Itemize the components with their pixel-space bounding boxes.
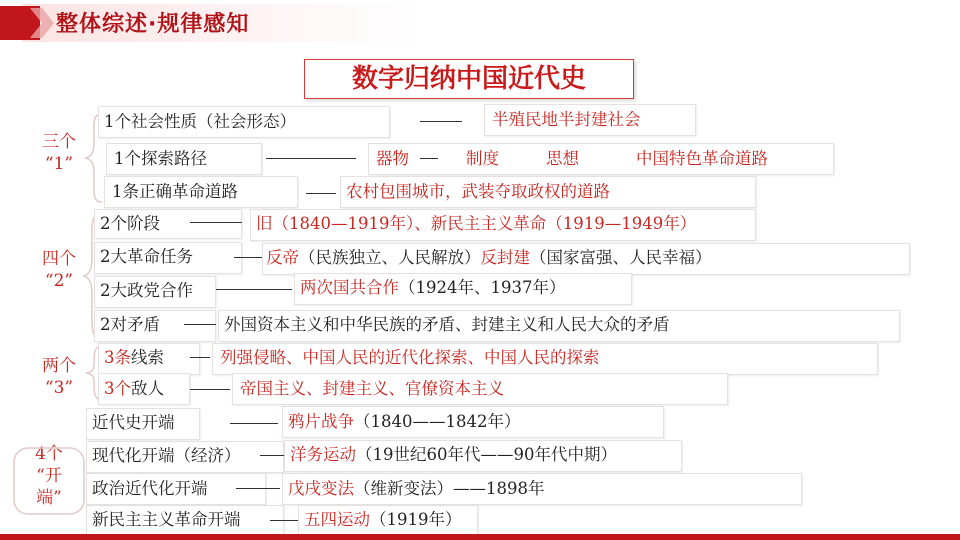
connector-line — [266, 158, 356, 159]
row-item: 3条线索 — [104, 348, 164, 367]
connector-line — [260, 455, 284, 456]
row-content: 五四运动（1919年） — [304, 510, 462, 529]
group-label-four-2: 四个 “2” — [42, 249, 76, 291]
row-content: 两次国共合作（1924年、1937年） — [300, 278, 566, 297]
row-content: 戊戌变法（维新变法）——1898年 — [288, 479, 545, 498]
chevron-right-icon — [28, 8, 58, 38]
row-content: 外国资本主义和中华民族的矛盾、封建主义和人民大众的矛盾 — [224, 315, 670, 334]
row-part: 制度 — [466, 149, 499, 168]
connector-line — [420, 158, 438, 159]
connector-line — [236, 488, 280, 489]
row-content: 反帝（民族独立、人民解放）反封建（国家富强、人民幸福） — [266, 248, 712, 267]
connector-line — [234, 257, 264, 258]
bottom-accent-bar — [0, 534, 960, 540]
connector-line — [270, 520, 298, 521]
connector-line — [190, 222, 242, 223]
connector-line — [190, 357, 210, 358]
row-content: 旧（1840—1919年）、新民主主义革命（1919—1949年） — [256, 214, 697, 233]
row-item: 1个社会性质（社会形态） — [104, 112, 296, 131]
row-item: 现代化开端（经济） — [92, 446, 241, 465]
row-item: 1条正确革命道路 — [112, 182, 238, 201]
row-item: 近代史开端 — [92, 413, 175, 432]
row-content: 农村包围城市，武装夺取政权的道路 — [346, 182, 610, 201]
row-item: 2大政党合作 — [100, 281, 193, 300]
row-content: 鸦片战争（1840——1842年） — [288, 412, 521, 431]
connector-line — [230, 423, 278, 424]
connector-line — [306, 193, 336, 194]
main-title: 数字归纳中国近代史 — [304, 59, 634, 99]
brace-group-4 — [12, 446, 86, 516]
row-content: 半殖民地半封建社会 — [492, 110, 641, 129]
group-label-two-3: 两个 “3” — [42, 356, 76, 398]
group-label-four-start: 4个 “开 端” — [35, 444, 63, 508]
row-item: 2大革命任务 — [100, 247, 193, 266]
row-item: 3个敌人 — [104, 379, 164, 398]
connector-line — [184, 324, 216, 325]
row-item: 2对矛盾 — [100, 315, 160, 334]
group-label-three-1: 三个 “1” — [42, 132, 76, 174]
connector-line — [420, 121, 462, 122]
page-title: 整体综述·规律感知 — [56, 12, 250, 37]
row-part: 思想 — [546, 149, 579, 168]
row-item: 政治近代化开端 — [92, 479, 208, 498]
row-content: 列强侵略、中国人民的近代化探索、中国人民的探索 — [220, 348, 600, 367]
row-content: 帝国主义、封建主义、官僚资本主义 — [240, 379, 504, 398]
row-item: 新民主主义革命开端 — [92, 510, 241, 529]
row-item: 2个阶段 — [100, 214, 160, 233]
connector-line — [216, 289, 292, 290]
row-part: 器物 — [376, 149, 409, 168]
row-part: 中国特色革命道路 — [636, 149, 768, 168]
row-content: 洋务运动（19世纪60年代——90年代中期） — [290, 445, 617, 464]
connector-line — [190, 389, 230, 390]
row-item: 1个探索路径 — [114, 149, 207, 168]
